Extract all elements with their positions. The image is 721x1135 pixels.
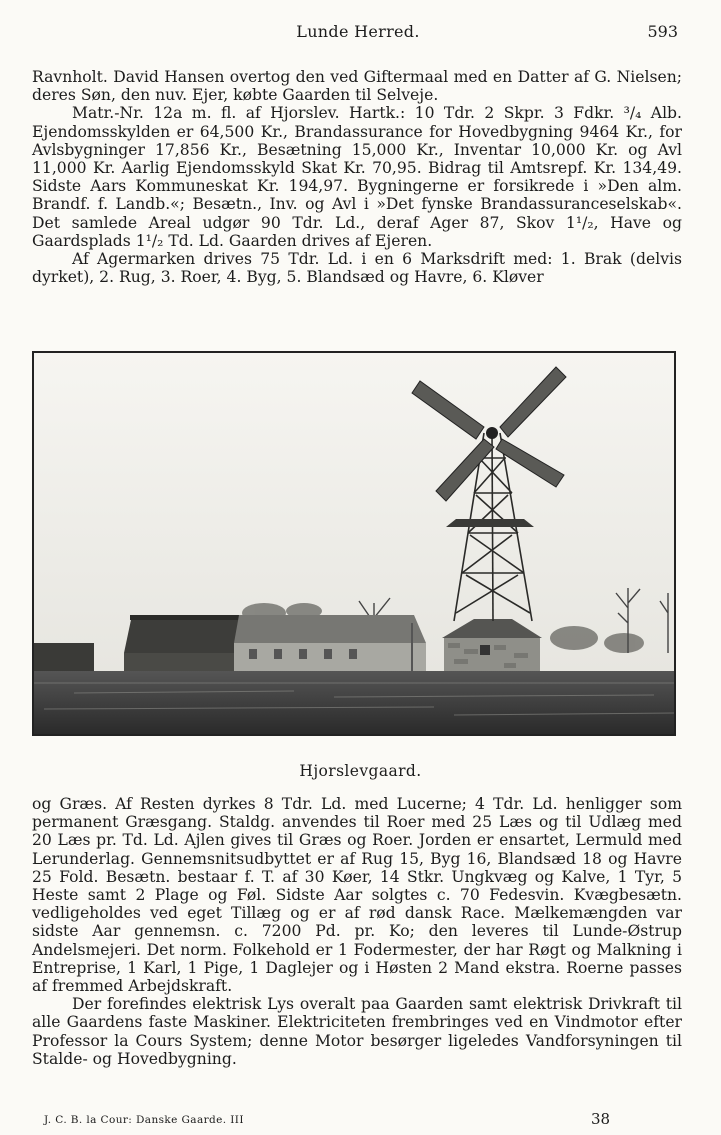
text-before-photo [32, 68, 682, 286]
windmill-farm-illustration [34, 353, 674, 734]
page-footer [44, 1110, 644, 1130]
text-after-photo [32, 795, 682, 1068]
photo-caption: Hjorslevgaard. [299, 762, 422, 780]
page-header [34, 22, 682, 50]
paragraph-drift: og Græs. Af Resten dyrkes 8 Tdr. Ld. med Lucerne; 4 Tdr. Ld. henligger som permanent Græsgang. Staldg. anvendes til Roer med 25 Læs og til Udlæg med 20 Læs pr. Td. Ld. Ajlen gives til Græs og Roer. Jorden er ensartet, Lermuld med Lerunderlag. Gennemsnitsudbyttet er af Rug 15, Byg 16, Blandsæd 18 og Havre 25 Fold. Besætn. bestaar f. T. af 30 Køer, 14 Stkr. Ungkvæg og Kalve, 1 Tyr, 5 Heste samt 2 Plage og Føl. Sidste Aar solgtes c. 70 Fedesvin. Kvægbesætn. vedligeholdes ved eget Tillæg og er af rød dansk Race. Mælkemængden var sidste Aar gennemsn. c. 7200 Pd. pr. Ko; den leveres til Lunde-Østrup Andelsmejeri. Det norm. Folkehold er 1 Fodermester, der har Røgt og Malkning i Entreprise, 1 Karl, 1 Pige, 1 Daglejer og i Høsten 2 Mand ekstra. Roerne passes af fremmed Arbejdskraft. [32, 795, 682, 996]
farm-photograph [32, 351, 676, 736]
paragraph-ownership: Ravnholt. David Hansen overtog den ved Giftermaal med en Datter af G. Nielsen; deres Søn, den nuv. Ejer, købte Gaarden til Selveje. [32, 68, 682, 105]
page-number: 593 [647, 22, 678, 41]
paragraph-agermark: Af Agermarken drives 75 Tdr. Ld. i en 6 Marksdrift med: 1. Brak (delvis dyrket), 2. Rug, 3. Roer, 4. Byg, 5. Blandsæd og Havre, 6. Kløver [32, 250, 682, 287]
paragraph-electricity: Der forefindes elektrisk Lys overalt paa Gaarden samt elektrisk Drivkraft til alle Gaardens faste Maskiner. Elektriciteten frembringes ved en Vindmotor efter Professor la Cours System; denne Motor besørger ligeledes Vandforsyningen til Stalde- og Hovedbygning. [32, 995, 682, 1068]
sheet-number: 38 [591, 1110, 611, 1128]
printer-signature: J. C. B. la Cour: Danske Gaarde. III [44, 1114, 244, 1126]
paragraph-matrikel: Matr.-Nr. 12a m. fl. af Hjorslev. Hartk.: 10 Tdr. 2 Skpr. 3 Fdkr. ³/₄ Alb. Ejendomsskylden er 64,500 Kr., Brandassurance for Hovedbygning 9464 Kr., for Avlsbygninger 17,856 Kr., Besætning 15,000 Kr., Inventar 10,000 Kr. og Avl 11,000 Kr. Aarlig Ejendomsskyld Skat Kr. 70,95. Bidrag til Amtsrepf. Kr. 134,49. Sidste Aars Kommuneskat Kr. 194,97. Bygningerne er forsikrede i »Den alm. Brandf. f. Landb.«; Besætn., Inv. og Avl i »Det fynske Brandassuranceselskab«. Det samlede Areal udgør 90 Tdr. Ld., deraf Ager 87, Skov 1¹/₂, Have og Gaardsplads 1¹/₂ Td. Ld. Gaarden drives af Ejeren. [32, 104, 682, 250]
running-title: Lunde Herred. [296, 22, 420, 41]
